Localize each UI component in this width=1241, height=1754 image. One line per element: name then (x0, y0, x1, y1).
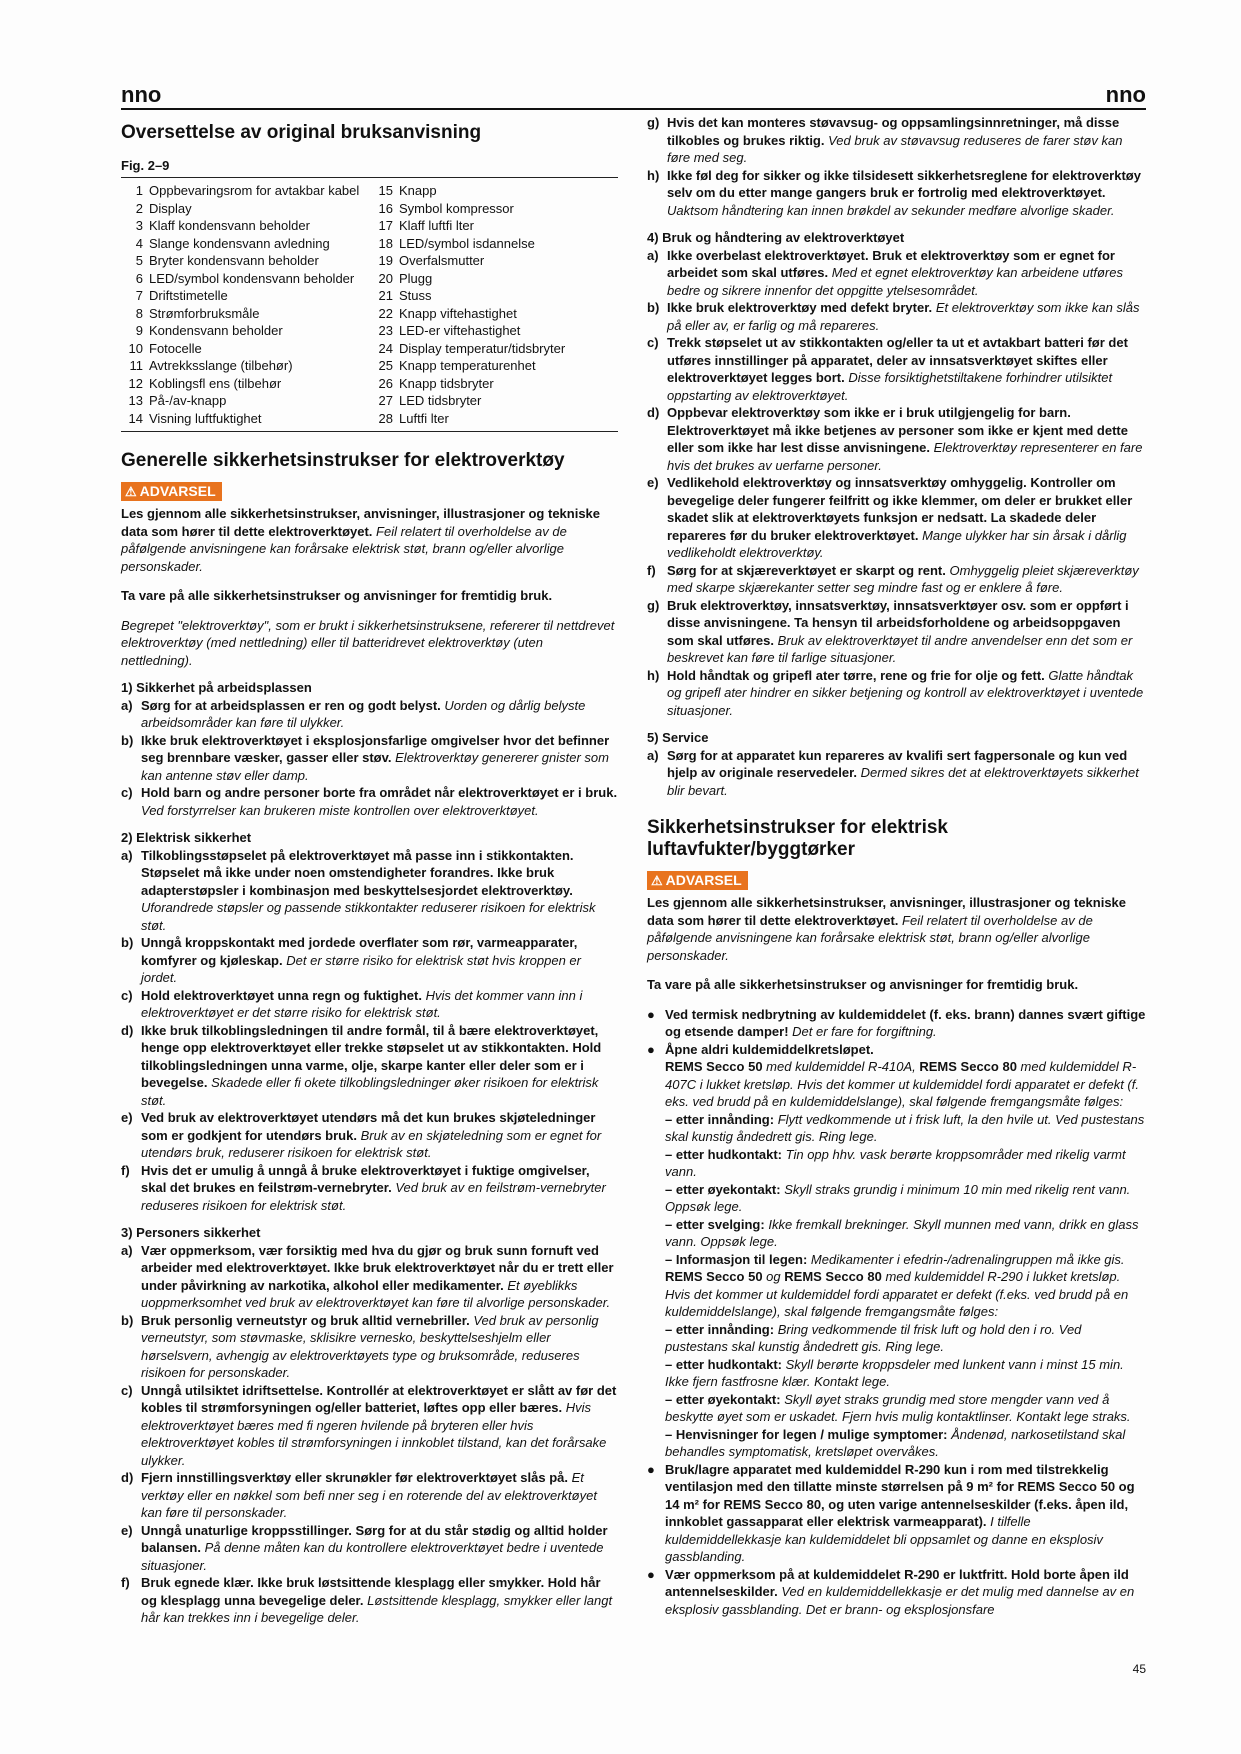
instruction-item (121, 1109, 618, 1162)
legend-number: 17 (378, 218, 393, 233)
item-marker: c) (121, 987, 133, 1003)
legend-text: På-/av-knapp (149, 393, 227, 408)
firstaid-label: – etter svelging: (665, 1216, 765, 1232)
bullet-bold: Vær oppmerksom på at kuldemiddelet R-290 er luktfritt. Hold borte åpen ild antennelseskilder. (665, 1566, 1129, 1599)
item-italic: Ved bruk av en feilstrøm-vernebryter reduseres risikoen for elektrisk støt. (141, 1180, 606, 1213)
warning-icon: ⚠ (125, 484, 137, 499)
legend-number: 9 (135, 323, 143, 338)
legend-text: Avtrekksslange (tilbehør) (149, 358, 293, 373)
heading-work-area: 1) Sikkerhet på arbeidsplassen (121, 680, 312, 695)
legend-number: 3 (135, 218, 143, 233)
item-bold: Ikke overbelast elektroverktøyet. Bruk et elektroverktøy som er egnet for arbeidet som skal utføres. (667, 247, 1115, 280)
instruction-item (121, 732, 618, 785)
bullet-icon: ● (647, 1006, 655, 1022)
r290-intro (647, 1268, 1146, 1321)
item-marker: g) (647, 597, 660, 613)
item-bold: Ved bruk av elektroverktøyet utendørs må det kun brukes skjøteledninger som er godkjent for utendørs bruk. (141, 1110, 596, 1143)
item-italic: Skadede eller fi okete tilkoblingsledninger øker risikoen for elektrisk støt. (141, 1075, 599, 1108)
item-marker: b) (121, 1312, 134, 1328)
bullet-italic: Det er fare for forgiftning. (792, 1024, 937, 1039)
model-name: REMS Secco 80 (784, 1269, 882, 1284)
heading-electrical: 2) Elektrisk sikkerhet (121, 830, 252, 845)
legend-item (121, 235, 371, 253)
firstaid-label: – etter øyekontakt: (665, 1391, 781, 1407)
bullet-never-open (647, 1041, 1146, 1111)
work-area-list (121, 697, 618, 820)
legend-item (121, 322, 371, 340)
firstaid-text: Skyll øyet straks grundig med store mengder vann ved å beskytte øyet som er uskadet. Fjern hvis mulig kontaktlinser. Kontakt lege straks. (665, 1391, 1131, 1424)
legend-item (121, 392, 371, 410)
r410-firstaid-list (647, 1111, 1146, 1269)
item-marker: c) (121, 785, 133, 800)
legend-item (371, 217, 618, 235)
item-bold: Hold elektroverktøyet unna regn og fuktighet. (141, 987, 422, 1003)
right-column (647, 114, 1146, 1618)
instruction-item (121, 1242, 618, 1312)
item-marker: h) (647, 667, 660, 683)
section-title-general: Generelle sikkerhetsinstrukser for elektroverktøy (121, 450, 565, 471)
legend-number: 7 (135, 288, 143, 303)
item-marker: c) (121, 1382, 133, 1398)
conjunction: og (766, 1269, 781, 1284)
legend-item (371, 182, 618, 200)
legend-text: Knapp (399, 183, 437, 198)
legend-item (121, 217, 371, 235)
item-marker: e) (121, 1522, 133, 1538)
firstaid-item (665, 1251, 1146, 1269)
language-code-left: nno (121, 82, 162, 107)
bullet-bold: Ved termisk nedbrytning av kuldemiddelet (f. eks. brann) dannes svært giftige og etsende damper! (665, 1006, 1146, 1039)
heading-personal: 3) Personers sikkerhet (121, 1225, 261, 1240)
item-italic: Uforandrede støpsler og passende stikkontakter reduserer risikoen for elektrisk støt. (141, 900, 596, 933)
item-marker: a) (121, 847, 133, 863)
item-bold: Bruk egnede klær. Ikke bruk løstsittende klesplagg eller smykker. Hold hår og klesplagg unna bevegelige deler. (141, 1575, 601, 1608)
legend-number: 24 (378, 340, 393, 356)
item-marker: a) (121, 697, 133, 713)
legend-item (121, 270, 371, 288)
instruction-item (121, 934, 618, 987)
legend-text: Koblingsfl ens (tilbehør (149, 375, 282, 391)
legend-number: 4 (135, 235, 143, 251)
personal-list-continued (647, 114, 1146, 219)
firstaid-item (665, 1321, 1146, 1356)
firstaid-label: – etter hudkontakt: (665, 1146, 783, 1162)
item-bold: Vær oppmerksom, vær forsiktig med hva du gjør og bruk sunn fornuft ved arbeider med elektroverktøyet. Ikke bruk elektroverktøyet når du er trett eller under påvirkning av narkotika, alkohol eller medikamenter. (141, 1242, 614, 1293)
legend-text: Kondensvann beholder (149, 323, 283, 338)
legend-number: 16 (378, 200, 393, 216)
firstaid-text: Skyll straks grundig i minimum 10 min med rikelig rent vann. Oppsøk lege. (665, 1181, 1131, 1214)
heading-service: 5) Service (647, 730, 709, 745)
warning-icon: ⚠ (651, 873, 663, 888)
legend-text: Knapp temperaturenhet (399, 358, 536, 373)
legend-text: Display (149, 200, 192, 216)
item-italic: Dermed sikres det at elektroverktøyets sikkerhet blir bevart. (667, 765, 1139, 798)
instruction-item (647, 667, 1146, 720)
bullet-icon: ● (647, 1566, 655, 1582)
legend-text: Klaff kondensvann beholder (149, 218, 310, 233)
legend-item (121, 410, 371, 428)
item-marker: d) (121, 1022, 134, 1038)
bullet-italic: I tilfelle kuldemiddellekkasje kan kuldemiddelet bli oppsamlet og danne en eksplosiv gassblanding. (665, 1514, 1103, 1564)
firstaid-label: – etter innånding: (665, 1111, 775, 1127)
item-bold: Ikke bruk tilkoblingsledningen til andre formål, til å bære elektroverktøyet, henge opp elektroverktøyet eller trekke støpselet ut av stikkontakten. Hold tilkoblingsledningen unna varme, olje, skarpe kanter eller deler som er i bevegelse. (141, 1022, 602, 1090)
electrical-list (121, 847, 618, 1215)
language-code-right: nno (1105, 82, 1146, 107)
intro-italic: Feil relatert til overholdelse av de påfølgende anvisningene kan forårsake elektrisk støt, brann og/eller alvorlige personskader. (121, 523, 567, 574)
item-bold: Ikke bruk elektroverktøyet i eksplosjonsfarlige omgivelser hvor det befinner seg brennbare væsker, gasser eller støv. (141, 732, 610, 765)
warning-label: ADVARSEL (139, 483, 216, 499)
item-bold: Unngå utilsiktet idriftsettelse. Kontrollér at elektroverktøyet er slått av før det kobles til strømforsyningen og/eller batteriet, løftes opp eller bæres. (141, 1382, 617, 1415)
legend-text: Visning luftfuktighet (149, 410, 262, 426)
instruction-item (121, 697, 618, 732)
firstaid-text: Åndenød, narkosetilstand skal behandles symptomatisk, kretsløpet overvåkes. (665, 1426, 1126, 1459)
item-bold: Sørg for at arbeidsplassen er ren og godt belyst. (141, 697, 441, 713)
item-italic: Bruk av en skjøteledning som er egnet for utendørs bruk, reduserer risikoen for elektrisk støt. (141, 1127, 602, 1160)
item-marker: b) (647, 300, 660, 315)
item-bold: Ikke bruk elektroverktøy med defekt bryter. (667, 300, 933, 315)
item-marker: f) (647, 562, 656, 578)
legend-number: 28 (378, 410, 393, 426)
item-italic: Et øyeblikks uoppmerksomhet ved bruk av elektroverktøyet kan føre til alvorlige personskader. (141, 1277, 611, 1310)
legend-number: 20 (378, 270, 393, 286)
model-refrigerant: med kuldemiddel R-407C i lukket kretsløp. Hvis det kommer ut kuldemiddel fordi apparatet er defekt (f. eks. ved brudd på en kuldemiddelslange), skal følgende fremgangsmåte følges: (665, 1059, 1139, 1109)
item-italic: Det er større risiko for elektrisk støt hvis kroppen er jordet. (141, 952, 581, 985)
instruction-item (647, 167, 1146, 220)
firstaid-label: – Henvisninger for legen / mulige symptomer: (665, 1426, 948, 1442)
instruction-item (121, 987, 618, 1022)
firstaid-item (665, 1356, 1146, 1391)
bullet-odorless (647, 1566, 1146, 1619)
legend-text: Driftstimetelle (149, 288, 228, 303)
legend-item (121, 340, 371, 358)
item-marker: b) (121, 732, 134, 748)
item-italic: Elektroverktøy genererer gnister som kan antenne støv eller damp. (141, 750, 609, 783)
legend-text: LED tidsbryter (399, 393, 482, 408)
model-name: REMS Secco 50 (665, 1269, 763, 1284)
legend-number: 2 (135, 200, 143, 216)
firstaid-item (665, 1426, 1146, 1461)
warning-badge (121, 482, 222, 501)
legend-number: 25 (378, 358, 393, 373)
legend-item (121, 375, 371, 393)
legend-text: Knapp tidsbryter (399, 375, 494, 391)
bullet-bold: Åpne aldri kuldemiddelkretsløpet. (665, 1041, 874, 1057)
firstaid-text: Bring vedkommende til frisk luft og hold den i ro. Ved pustestans skal kunstig åndedrett gis. Ring lege. (665, 1321, 1082, 1354)
legend-text: Klaff luftfi lter (399, 218, 474, 233)
item-marker: b) (121, 935, 134, 950)
legend-text: LED-er viftehastighet (399, 323, 521, 338)
firstaid-item (665, 1111, 1146, 1146)
item-marker: h) (647, 167, 660, 183)
item-italic: Uaktsom håndtering kan innen brøkdel av sekunder medføre alvorlige skader. (667, 202, 1115, 218)
model-name: REMS Secco 80 (919, 1059, 1017, 1074)
firstaid-item (665, 1216, 1146, 1251)
legend-number: 23 (378, 323, 393, 338)
item-italic: Omhyggelig pleiet skjæreverktøy med skarpe skjærekanter setter seg mindre fast og er enklere å føre. (667, 562, 1139, 595)
legend-item (121, 287, 371, 305)
legend-item (371, 235, 618, 253)
item-bold: Hvis det kan monteres støvavsug- og oppsamlingsinnretninger, må disse tilkobles og brukes riktig. (667, 115, 1120, 148)
item-bold: Trekk støpselet ut av stikkontakten og/eller ta ut et avtakbart batteri før det utføres innstillinger på apparatet, deler av innsatsverktøyet skiftes eller elektroverktøyet legges bort. (667, 335, 1128, 385)
r290-intro-text: med kuldemiddel R-290 i lukket kretsløp. Hvis det kommer ut kuldemiddel fordi apparatet er defekt (f.eks. ved brudd på en kuldemiddelslange), skal følgende fremgangsmåte følges: (665, 1269, 1129, 1319)
item-marker: c) (647, 335, 659, 350)
legend-item (121, 182, 371, 200)
item-bold: Hold håndtak og gripefl ater tørre, rene og frie for olje og fett. (667, 667, 1045, 683)
legend-number: 14 (128, 410, 143, 426)
firstaid-label: – etter øyekontakt: (665, 1181, 781, 1197)
item-italic: Uorden og dårlig belyste arbeidsområder kan føre til ulykker. (141, 697, 586, 730)
legend-text: Oppbevaringsrom for avtakbar kabel (149, 183, 360, 198)
warning-badge-2 (647, 871, 748, 890)
legend-number: 10 (128, 340, 143, 356)
legend-number: 11 (129, 358, 143, 373)
item-bold: Hold barn og andre personer borte fra området når elektroverktøyet er i bruk. (141, 785, 618, 800)
firstaid-label: – etter innånding: (665, 1321, 775, 1337)
page-number: 45 (1132, 1662, 1146, 1676)
legend-text: Bryter kondensvann beholder (149, 253, 319, 268)
legend-number: 15 (378, 183, 393, 198)
model-name: REMS Secco 50 (665, 1059, 763, 1074)
firstaid-label: – Informasjon til legen: (665, 1251, 808, 1267)
firstaid-text: Flytt vedkommende ut i frisk luft, la den hvile ut. Ved pustestans skal kunstig åndedrett gis. Ring lege. (665, 1111, 1145, 1144)
item-italic: Bruk av elektroverktøyet til andre anvendelser enn det som er beskrevet kan føre til farlige situasjoner. (667, 632, 1133, 665)
legend-text: Stuss (399, 288, 432, 303)
model-refrigerant: med kuldemiddel R-410A, (766, 1059, 916, 1074)
legend-item (371, 322, 618, 340)
header-divider (121, 108, 1146, 110)
legend-item (371, 340, 618, 358)
legend-column-left (121, 182, 371, 427)
legend-item (371, 410, 618, 428)
item-bold: Unngå kroppskontakt med jordede overflater som rør, varmeapparater, komfyrer og kjøleskap. (141, 935, 578, 968)
left-column (121, 114, 618, 1627)
instruction-item (121, 1522, 618, 1575)
bullet-thermal (647, 1006, 1146, 1041)
legend-item (371, 305, 618, 323)
item-italic: Et verktøy eller en nøkkel som befi nner seg i en roterende del av elektroverktøyet kan føre til personskader. (141, 1470, 597, 1520)
legend-number: 1 (135, 183, 143, 198)
instruction-item (647, 747, 1146, 800)
legend-text: Overfalsmutter (399, 253, 485, 268)
legend-text: Slange kondensvann avledning (149, 235, 330, 251)
legend-number: 22 (378, 305, 393, 321)
legend-text: Strømforbruksmåle (149, 305, 260, 321)
instruction-item (121, 847, 618, 935)
firstaid-text: Medikamenter i efedrin-/adrenalingruppen må ikke gis. (810, 1251, 1125, 1267)
legend-number: 5 (135, 253, 143, 268)
intro-paragraph-2 (647, 894, 1146, 964)
item-italic: Glatte håndtak og gripefl ater hindrer en sikker betjening og kontroll av elektroverktøyet i uventede situasjoner. (667, 667, 1144, 718)
bullet-italic: Ved en kuldemiddellekkasje er det mulig med dannelse av en eksplosiv gassblanding. Det er brann- og eksplosjonsfare (665, 1584, 1135, 1617)
firstaid-item (665, 1146, 1146, 1181)
item-marker: a) (647, 247, 659, 263)
item-marker: a) (121, 1242, 133, 1258)
legend-number: 6 (135, 270, 143, 286)
term-definition: Begrepet "elektroverktøy", som er brukt i sikkerhetsinstruksene, refererer til nettdrevet elektroverktøy (med nettledning) eller til batteridrevet elektroverktøy (uten nettledning). (121, 617, 615, 668)
item-italic: Et elektroverktøy som ikke kan slås på eller av, er farlig og må repareres. (667, 300, 1140, 333)
item-italic: Hvis det kommer vann inn i elektroverktøyet er det større risiko for elektrisk støt. (141, 987, 583, 1020)
item-marker: d) (647, 405, 660, 420)
instruction-item (647, 247, 1146, 300)
item-italic: Ved bruk av personlig verneutstyr, som støvmaske, sklisikre vernesko, beskyttelseshjelm eller hørselsvern, avhengig av elektroverktøyets type og bruksområde, reduseres risikoen for personskader. (141, 1312, 599, 1380)
item-italic: Løstsittende klesplagg, smykker eller langt hår kan trekkes inn i bevegelige deler. (141, 1592, 613, 1625)
instruction-item (647, 597, 1146, 667)
item-bold: Fjern innstillingsverktøy eller skrunøkler før elektroverktøyet slås på. (141, 1470, 568, 1485)
keep-instructions: Ta vare på alle sikkerhetsinstrukser og anvisninger for fremtidig bruk. (121, 588, 553, 603)
intro-bold: Les gjennom alle sikkerhetsinstrukser, anvisninger, illustrasjoner og tekniske data som hører til dette elektroverktøyet. (647, 895, 1127, 928)
item-bold: Bruk personlig verneutstyr og bruk alltid vernebriller. (141, 1312, 470, 1328)
legend-text: Knapp viftehastighet (399, 305, 517, 321)
legend-number: 18 (378, 235, 393, 251)
item-italic: På denne måten kan du kontrollere elektroverktøyet bedre i uventede situasjoner. (141, 1540, 604, 1573)
item-marker: g) (647, 115, 660, 130)
heading-use: 4) Bruk og håndtering av elektroverktøyet (647, 230, 905, 245)
intro-italic: Feil relatert til overholdelse av de påfølgende anvisningene kan forårsake elektrisk støt, brann og/eller alvorlige personskader. (647, 912, 1093, 963)
item-italic: Med et egnet elektroverktøy kan arbeidene utføres bedre og sikrere innenfor det oppgitte ytelsesområdet. (667, 265, 1123, 298)
item-bold: Unngå unaturlige kroppsstillinger. Sørg for at du står stødig og alltid holder balansen. (141, 1522, 608, 1555)
firstaid-text: Ikke fremkall brekninger. Skyll munnen med vann, drikk en glass vann. Oppsøk lege. (665, 1216, 1139, 1249)
item-bold: Ikke føl deg for sikker og ikke tilsidesett sikkerhetsreglene for elektroverktøy selv om du etter mange gangers bruk er fortrolig med elektroverktøyet. (667, 167, 1141, 200)
use-list (647, 247, 1146, 720)
legend-item (371, 375, 618, 393)
legend-bottom-rule (121, 431, 618, 432)
instruction-item (121, 1574, 618, 1627)
instruction-item (647, 474, 1146, 562)
page-title: Oversettelse av original bruksanvisning (121, 122, 482, 143)
instruction-item (121, 1312, 618, 1382)
item-italic: Ved bruk av støvavsug reduseres de farer støv kan føre med seg. (667, 132, 1123, 165)
item-bold: Tilkoblingsstøpselet på elektroverktøyet må passe inn i stikkontakten. Støpselet må ikke under noen omstendigheter forandres. Ikke bruk adapterstøpsler i kombinasjon med beskyttelsesjordet elektroverktøy. (141, 847, 574, 898)
item-marker: a) (647, 747, 659, 763)
legend-number: 8 (135, 305, 143, 321)
item-bold: Bruk elektroverktøy, innsatsverktøy, innsatsverktøyer osv. som er oppført i disse anvisningene. Ta hensyn til arbeidsforholdene og arbeidsoppgaven som skal utføres. (667, 597, 1129, 648)
section-title-dehumidifier: Sikkerhetsinstrukser for elektrisk luftavfukter/byggtørker (647, 817, 948, 860)
item-bold: Vedlikehold elektroverktøy og innsatsverktøy omhyggelig. Kontroller om bevegelige deler fungerer feilfritt og ikke klemmer, om deler er brukket eller skadet slik at elektroverktøyets funksjon er nedsatt. La skadede deler repareres før du bruker elektroverktøyet. (667, 475, 1133, 543)
item-marker: e) (647, 475, 659, 490)
legend-item (121, 252, 371, 270)
legend-text: Plugg (399, 270, 433, 286)
legend-item (371, 252, 618, 270)
intro-paragraph (121, 505, 618, 575)
item-bold: Sørg for at skjæreverktøyet er skarpt og rent. (667, 562, 946, 578)
bullet-ventilation (647, 1461, 1146, 1566)
instruction-item (121, 1382, 618, 1470)
legend-item (371, 287, 618, 305)
legend-number: 19 (378, 253, 393, 268)
item-italic: Hvis elektroverktøyet bæres med fi ngeren hvilende på bryteren eller hvis elektroverktøyet kobles til strømforsyningen i innkoblet tilstand, kan det forårsake ulykker. (141, 1400, 607, 1468)
intro-bold: Les gjennom alle sikkerhetsinstrukser, anvisninger, illustrasjoner og tekniske data som hører til dette elektroverktøyet. (121, 506, 601, 539)
instruction-item (647, 404, 1146, 474)
legend-text: LED/symbol isdannelse (399, 235, 535, 251)
r290-firstaid-list (647, 1321, 1146, 1461)
bullet-bold: Bruk/lagre apparatet med kuldemiddel R-290 kun i rom med tilstrekkelig ventilasjon med den tillatte minste størrelsen på 9 m² for REMS Secco 50 og 14 m² for REMS Secco 80, og uten varige antennelseskilder (f.eks. åpen ild, innkoblet gassapparat eller elektrisk varmeapparat). (665, 1461, 1135, 1529)
keep-instructions-2: Ta vare på alle sikkerhetsinstrukser og anvisninger for fremtidig bruk. (647, 977, 1079, 992)
firstaid-text: Tin opp hhv. vask berørte kroppsområder med rikelig varmt vann. (665, 1146, 1126, 1179)
legend-text: Symbol kompressor (399, 200, 514, 216)
item-italic: Ved forstyrrelser kan brukeren miste kontrollen over elektroverktøyet. (141, 802, 539, 818)
item-italic: Mange ulykker har sin årsak i dårlig vedlikeholdt elektroverktøy. (667, 527, 1127, 560)
item-bold: Oppbevar elektroverktøy som ikke er i bruk utilgjengelig for barn. Elektroverktøyet må ikke betjenes av personer som ikke er kjent med dette eller som ikke har lest disse anvisningene. (667, 405, 1128, 455)
instruction-item (647, 334, 1146, 404)
firstaid-text: Skyll berørte kroppsdeler med lunkent vann i minst 15 min. Ikke fjern fastfrosne klær. Kontakt lege. (665, 1356, 1124, 1389)
legend-text: Luftfi lter (399, 410, 449, 426)
bullet-icon: ● (647, 1461, 655, 1477)
legend-column-right (371, 182, 618, 427)
figure-label: Fig. 2–9 (121, 158, 170, 173)
instruction-item (121, 1162, 618, 1215)
legend-item (121, 305, 371, 323)
legend-number: 13 (128, 393, 143, 408)
warning-label: ADVARSEL (665, 872, 742, 888)
item-bold: Hvis det er umulig å unngå å bruke elektroverktøyet i fuktige omgivelser, skal det brukes en feilstrøm-vernebryter. (141, 1162, 590, 1195)
item-italic: Elektroverktøy representerer en fare hvis det brukes av uerfarne personer. (667, 440, 1143, 473)
legend-number: 27 (378, 393, 393, 408)
item-bold: Sørg for at apparatet kun repareres av kvalifi sert fagpersonale og kun ved hjelp av originale reservedeler. (667, 747, 1128, 780)
legend-item (371, 392, 618, 410)
legend-text: Display temperatur/tidsbryter (399, 340, 566, 356)
personal-list (121, 1242, 618, 1627)
service-list (647, 747, 1146, 800)
instruction-item (647, 299, 1146, 334)
legend-item (121, 200, 371, 218)
instruction-item (121, 1469, 618, 1522)
item-marker: e) (121, 1110, 133, 1125)
legend-number: 26 (378, 375, 393, 391)
firstaid-label: – etter hudkontakt: (665, 1356, 783, 1372)
instruction-item (121, 784, 618, 819)
legend-text: LED/symbol kondensvann beholder (149, 270, 355, 286)
legend-item (121, 357, 371, 375)
legend-item (371, 357, 618, 375)
instruction-item (647, 114, 1146, 167)
legend-text: Fotocelle (149, 340, 202, 356)
legend-item (371, 200, 618, 218)
legend-number: 21 (378, 288, 393, 303)
bullet-icon: ● (647, 1041, 655, 1057)
item-italic: Disse forsiktighetstiltakene forhindrer utilsiktet oppstarting av elektroverktøyet. (667, 370, 1113, 403)
legend-number: 12 (128, 375, 143, 391)
item-marker: f) (121, 1162, 130, 1178)
legend-item (371, 270, 618, 288)
firstaid-item (665, 1391, 1146, 1426)
item-marker: d) (121, 1470, 134, 1485)
instruction-item (647, 562, 1146, 597)
instruction-item (121, 1022, 618, 1110)
item-marker: f) (121, 1575, 130, 1590)
figure-legend (121, 178, 618, 431)
firstaid-item (665, 1181, 1146, 1216)
